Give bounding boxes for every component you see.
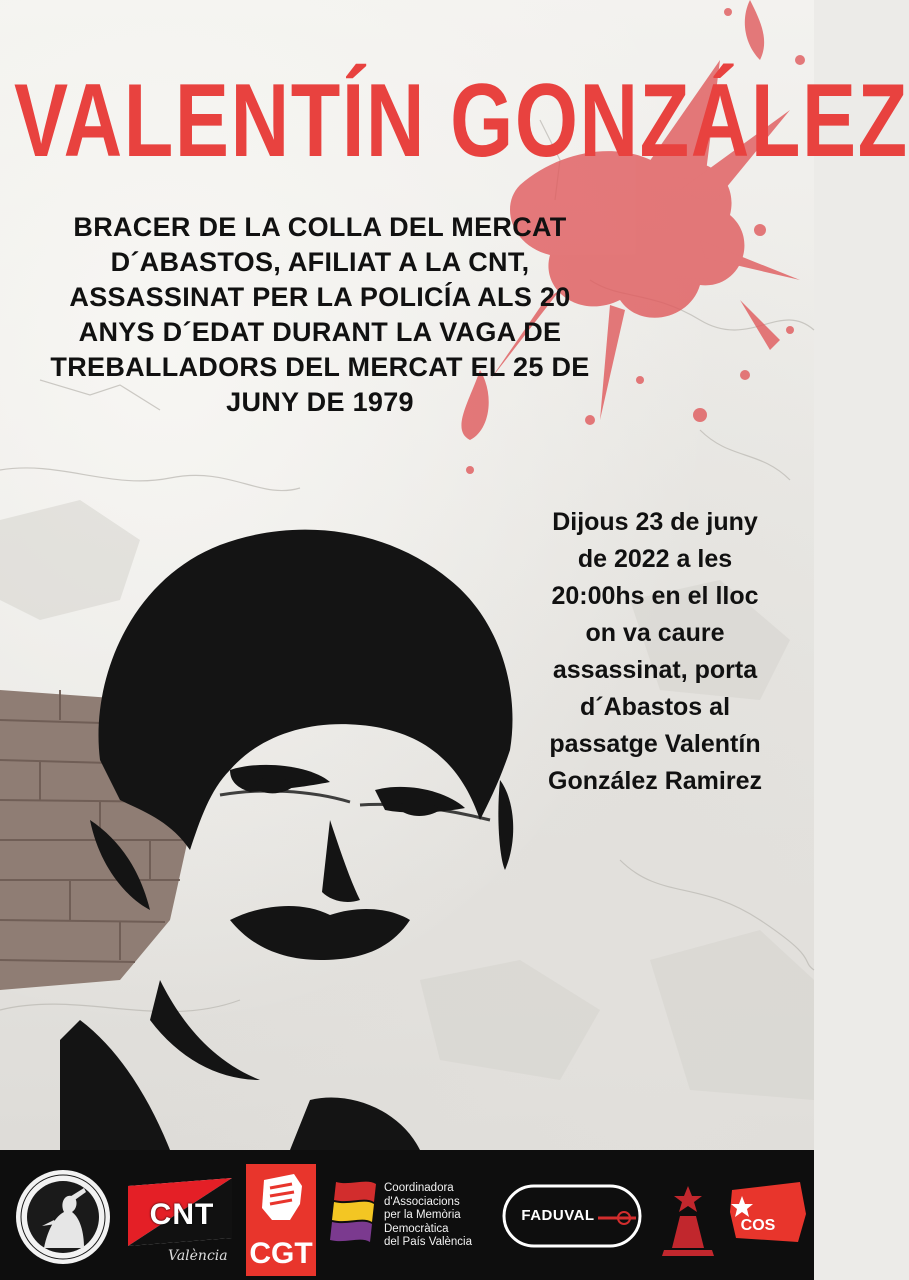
sponsor-logo-bar <box>0 1150 814 1280</box>
event-line: González Ramirez <box>548 767 762 795</box>
event-line: assassinat, porta <box>552 656 758 684</box>
cos-logo-text: COS <box>740 1217 776 1234</box>
event-line: Dijous 23 de juny <box>552 508 758 536</box>
cnt-logo-text: CNT <box>149 1198 215 1231</box>
cos-logo <box>728 1182 808 1246</box>
coordinadora-line: d'Associacions <box>384 1195 460 1208</box>
plataforma-memoria-logo <box>14 1168 112 1266</box>
event-line: on va caure <box>585 619 725 647</box>
description-line: D´ABASTOS, AFILIAT A LA CNT, <box>110 247 530 277</box>
description-line: ASSASSINAT PER LA POLICÍA ALS 20 <box>69 282 571 312</box>
event-line: d´Abastos al <box>579 693 731 721</box>
coordinadora-line: del País València <box>384 1236 473 1248</box>
description-line: TREBALLADORS DEL MERCAT EL 25 DE <box>50 352 590 382</box>
description <box>40 210 600 420</box>
event-details <box>500 504 810 800</box>
coordinadora-line: Coordinadora <box>384 1182 454 1194</box>
coordinadora-flag-icon <box>330 1178 378 1250</box>
title-area <box>0 0 909 200</box>
poster-title: VALENTÍN GONZÁLEZ <box>14 63 909 179</box>
cgt-logo-text: CGT <box>249 1237 313 1270</box>
coordinadora-line: Democràtica <box>384 1222 449 1235</box>
coordinadora-line: per la Memòria <box>384 1209 461 1221</box>
event-line: passatge Valentín <box>549 730 761 758</box>
event-line: de 2022 a les <box>577 545 733 573</box>
stencil-portrait <box>60 520 540 1150</box>
esquerra-roja-logo <box>660 1186 716 1266</box>
description-line: ANYS D´EDAT DURANT LA VAGA DE <box>78 317 562 347</box>
coordinadora-text <box>384 1182 504 1250</box>
faduval-logo-text: FADUVAL <box>521 1207 595 1224</box>
event-line: 20:00hs en el lloc <box>551 582 759 610</box>
cnt-valencia-text: València <box>168 1248 228 1264</box>
description-line: JUNY DE 1979 <box>226 387 414 417</box>
description-line: BRACER DE LA COLLA DEL MERCAT <box>73 212 567 242</box>
